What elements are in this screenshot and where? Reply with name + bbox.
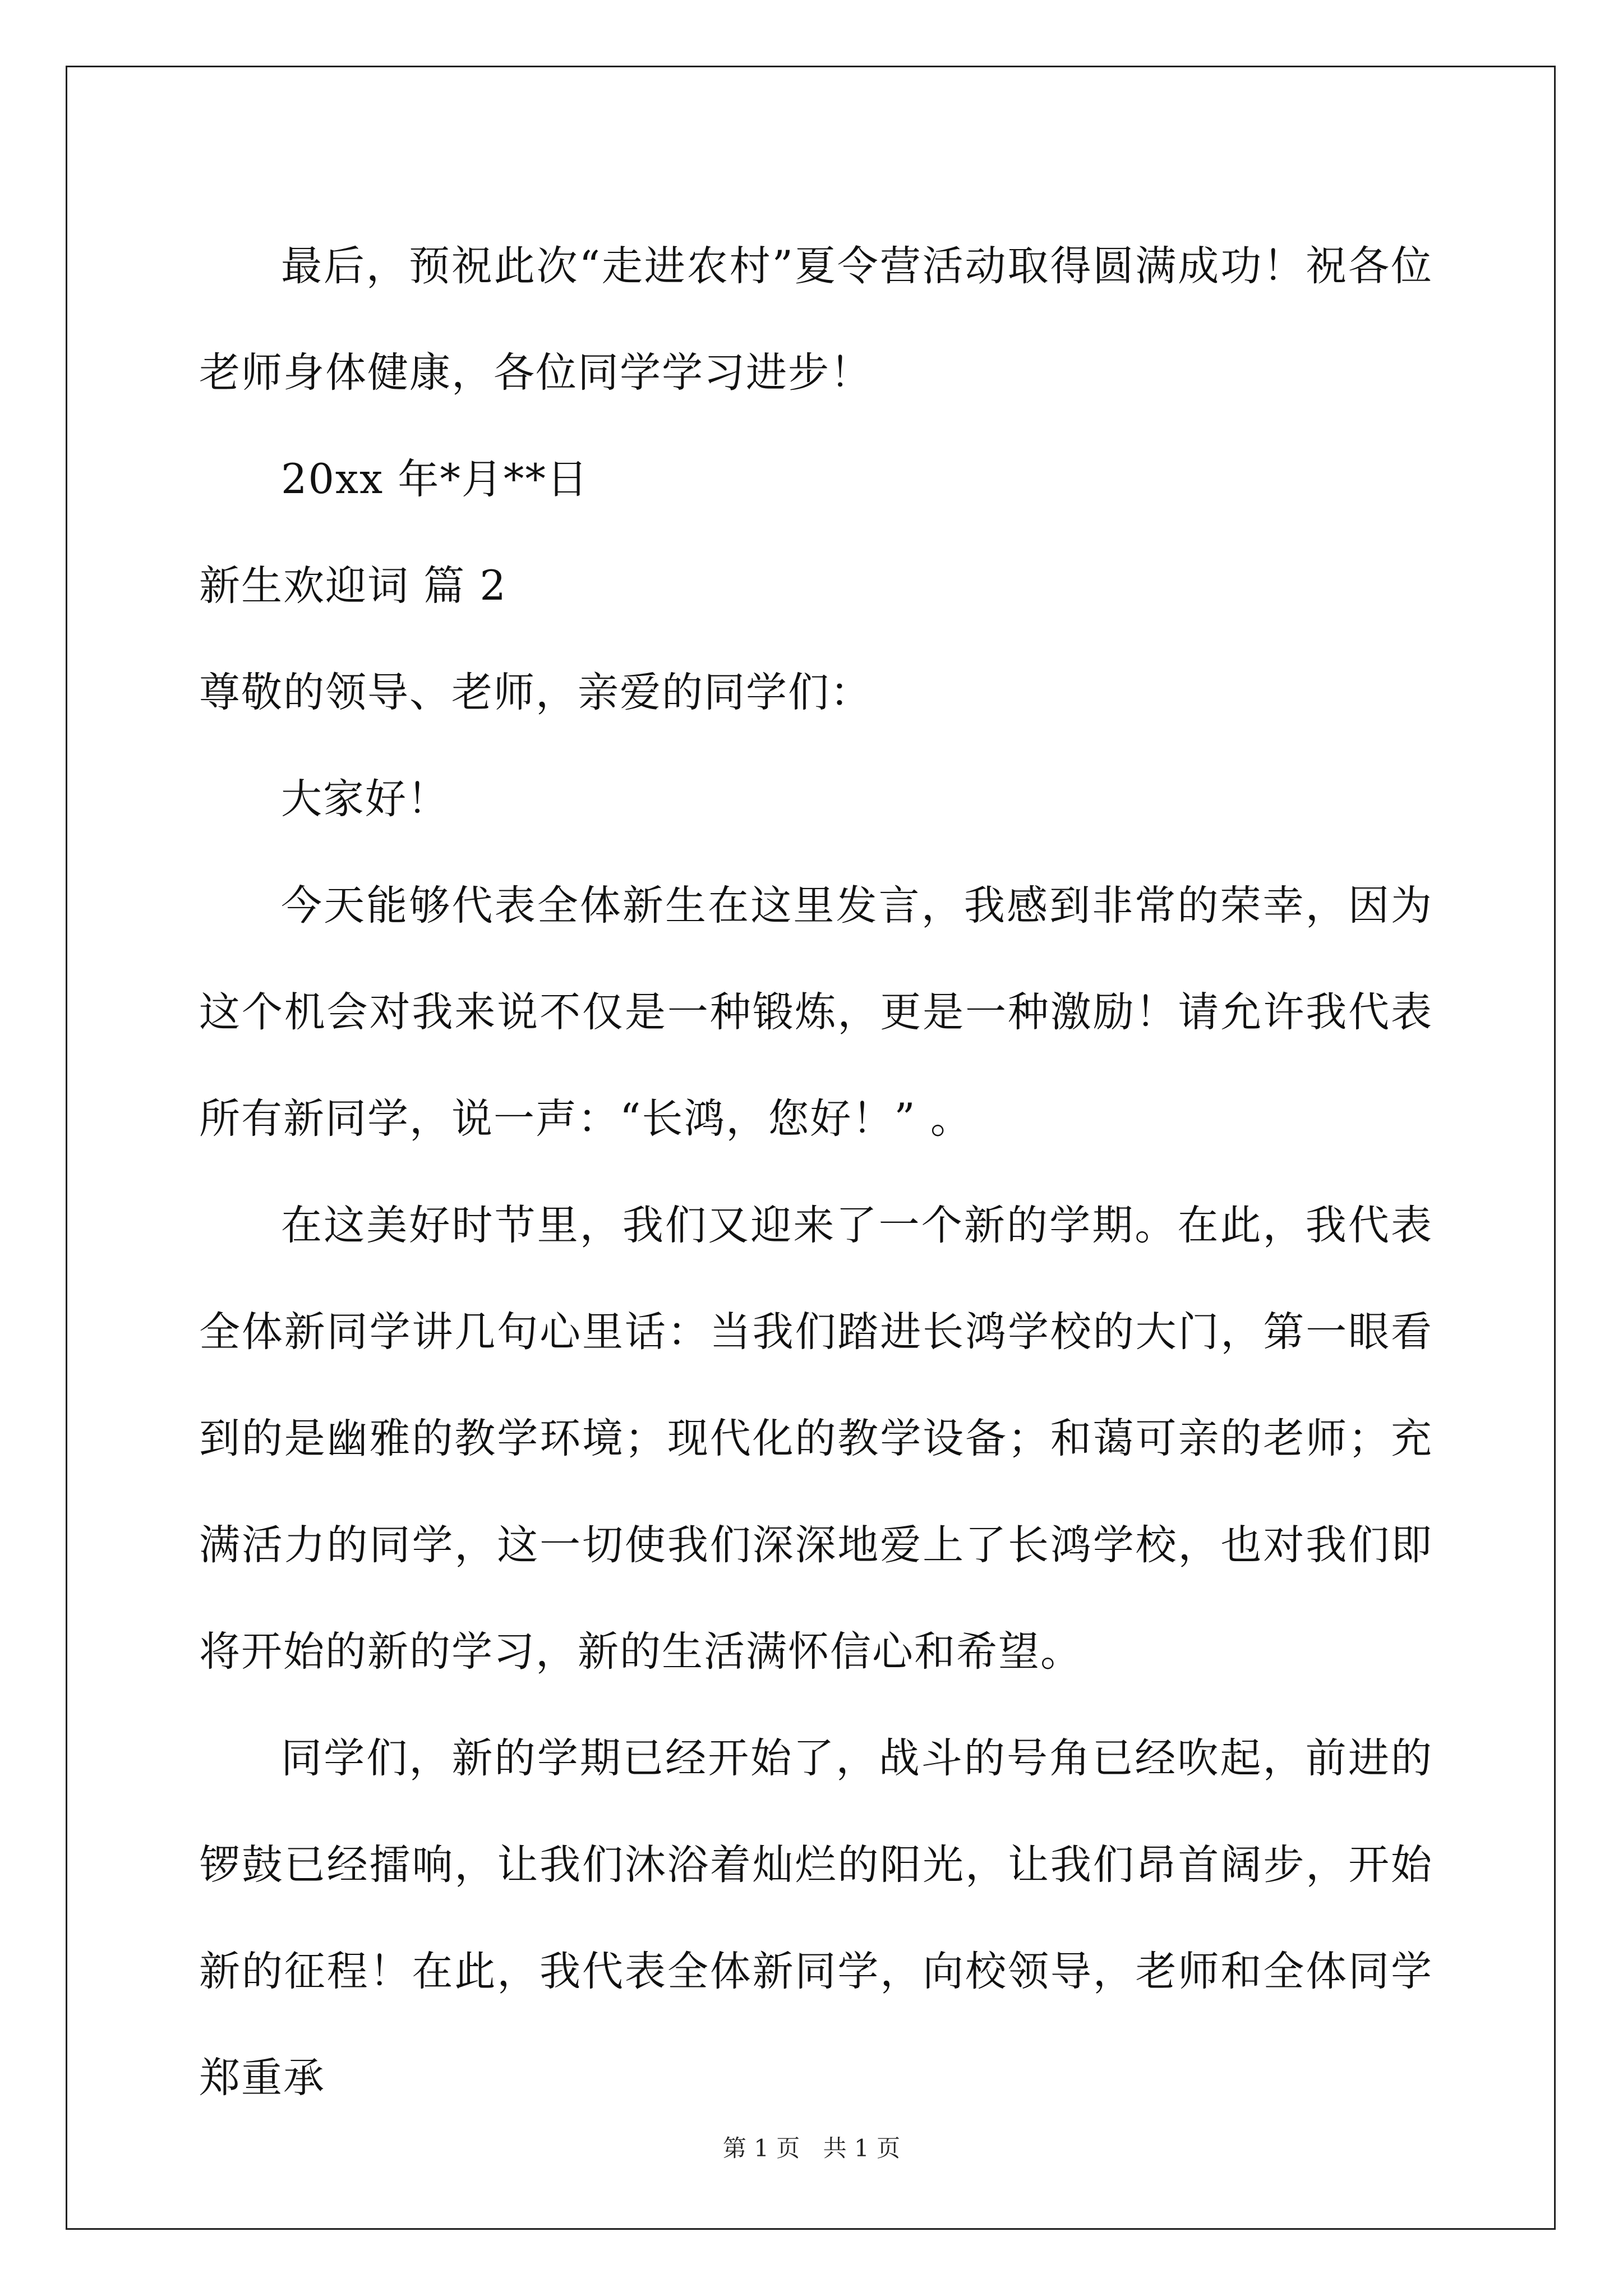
section-heading: 新生欢迎词 篇 2 — [199, 562, 507, 610]
paragraph-new-semester: 在这美好时节里，我们又迎来了一个新的学期。在此，我代表全体新同学讲几句心里话：当我们踏进长鸿学校的大门，第一眼看到的是幽雅的教学环境；现代化的教学设备；和蔼可亲的老师；充满活力的同学，这一切使我们深深地爱上了长鸿学校，也对我们即将开始的新的学习，新的生活满怀信心和希望。 — [199, 1202, 1433, 1676]
greeting: 大家好！ — [281, 775, 449, 823]
page-footer — [0, 2132, 1623, 2165]
page-number: 第 1 页 — [722, 2134, 800, 2162]
page-total: 共 1 页 — [823, 2134, 901, 2162]
paragraph-honor: 今天能够代表全体新生在这里发言，我感到非常的荣幸，因为这个机会对我来说不仅是一种锻炼，更是一种激励！请允许我代表所有新同学，说一声：“长鸿，您好！” 。 — [199, 882, 1433, 1143]
paragraph-new-journey: 同学们，新的学期已经开始了，战斗的号角已经吹起，前进的锣鼓已经擂响，让我们沐浴着灿烂的阳光，让我们昂首阔步，开始新的征程！在此，我代表全体新同学，向校领导，老师和全体同学郑重承 — [199, 1734, 1433, 2102]
document-body — [199, 213, 1433, 2132]
salutation: 尊敬的领导、老师，亲爱的同学们： — [199, 669, 872, 716]
paragraph-closing-wish: 最后，预祝此次“走进农村”夏令营活动取得圆满成功！祝各位老师身体健康，各位同学学习进步！ — [199, 242, 1433, 397]
paragraph-date: 20xx 年*月**日 — [281, 455, 589, 503]
